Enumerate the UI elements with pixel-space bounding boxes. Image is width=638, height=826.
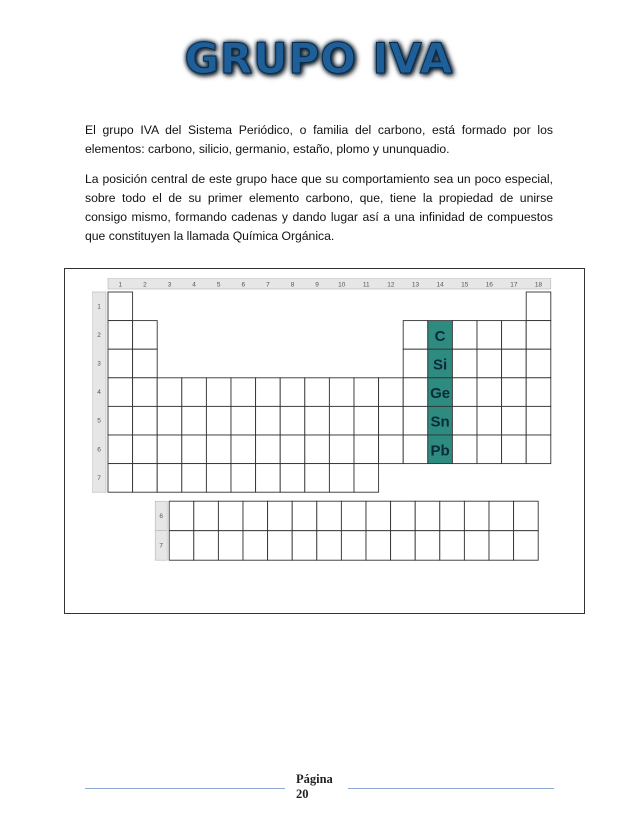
f-block-cell xyxy=(268,531,293,561)
f-block-cell xyxy=(366,501,391,531)
element-cell xyxy=(403,378,428,407)
element-cell xyxy=(379,406,404,435)
group-number-label: 4 xyxy=(192,281,196,289)
f-block-cell xyxy=(415,531,440,561)
element-cell xyxy=(305,378,330,407)
element-cell xyxy=(280,464,305,493)
element-cell xyxy=(329,406,354,435)
element-cell xyxy=(133,435,158,464)
element-cell xyxy=(133,378,158,407)
group-number-label: 13 xyxy=(411,281,420,289)
element-cell xyxy=(452,378,477,407)
group-number-label: 18 xyxy=(534,281,543,289)
element-cell xyxy=(157,435,182,464)
element-cell xyxy=(157,406,182,435)
periodic-table xyxy=(92,278,562,573)
element-cell xyxy=(133,464,158,493)
element-cell xyxy=(354,435,379,464)
period-number-label: 2 xyxy=(97,331,101,339)
element-cell xyxy=(502,435,527,464)
element-cell xyxy=(133,406,158,435)
element-cell xyxy=(157,464,182,493)
element-cell xyxy=(280,435,305,464)
page-label: Página xyxy=(296,772,333,786)
element-cell xyxy=(182,378,207,407)
element-cell xyxy=(477,321,502,350)
f-block-cell xyxy=(317,501,342,531)
group-number-label: 10 xyxy=(338,281,346,289)
period-number-label: 5 xyxy=(97,417,101,425)
series-number-label: 6 xyxy=(159,512,164,520)
element-cell xyxy=(256,378,281,407)
element-cell xyxy=(157,378,182,407)
element-cell xyxy=(329,464,354,493)
element-cell xyxy=(108,349,133,378)
group-number-label: 6 xyxy=(241,281,246,289)
f-block-cell xyxy=(218,531,243,561)
f-block-cell xyxy=(317,531,342,561)
element-cell xyxy=(108,378,133,407)
f-block-cell xyxy=(489,531,514,561)
element-cell xyxy=(502,321,527,350)
group-number-label: 7 xyxy=(266,281,270,289)
element-cell xyxy=(403,321,428,350)
element-cell xyxy=(526,406,551,435)
element-cell xyxy=(108,292,133,321)
element-cell xyxy=(526,349,551,378)
f-block-cell xyxy=(489,501,514,531)
element-symbol: Si xyxy=(433,356,448,374)
period-number-label: 6 xyxy=(97,446,101,454)
element-cell xyxy=(502,349,527,378)
element-cell xyxy=(329,378,354,407)
element-symbol: Pb xyxy=(430,442,450,460)
element-cell xyxy=(108,464,133,493)
element-cell xyxy=(256,464,281,493)
f-block-cell xyxy=(366,531,391,561)
element-cell xyxy=(182,464,207,493)
element-cell xyxy=(403,406,428,435)
element-cell xyxy=(403,435,428,464)
element-cell xyxy=(305,464,330,493)
f-block-cell xyxy=(169,501,194,531)
element-cell xyxy=(280,378,305,407)
f-block-cell xyxy=(194,501,219,531)
element-cell xyxy=(452,406,477,435)
element-cell xyxy=(477,406,502,435)
f-block-cell xyxy=(268,501,293,531)
f-block-cell xyxy=(341,501,366,531)
element-cell xyxy=(231,464,256,493)
f-block-cell xyxy=(514,501,539,531)
f-block-cell xyxy=(440,501,465,531)
description-paragraph: La posición central de este grupo hace que su comportamiento sea un poco especial, sobre todo el de su primer elemento carbono, que, tiene la propiedad de unirse consigo mismo, formando cadenas y dando lugar así a una infinidad de compuestos que constituyen la llamada Química Orgánica. xyxy=(85,172,553,243)
element-cell xyxy=(133,349,158,378)
group-number-label: 3 xyxy=(167,281,172,289)
element-cell xyxy=(305,406,330,435)
element-cell xyxy=(108,435,133,464)
element-cell xyxy=(477,349,502,378)
element-cell xyxy=(526,435,551,464)
group-number-label: 14 xyxy=(436,281,444,289)
f-block-cell xyxy=(514,531,539,561)
f-block-cell xyxy=(292,501,317,531)
group-number-label: 9 xyxy=(315,281,319,289)
element-cell xyxy=(379,435,404,464)
group-number-label: 16 xyxy=(485,281,493,289)
element-cell xyxy=(526,292,551,321)
element-cell xyxy=(452,435,477,464)
element-cell xyxy=(477,435,502,464)
f-block-cell xyxy=(341,531,366,561)
element-cell xyxy=(256,406,281,435)
f-block-cell xyxy=(415,501,440,531)
element-cell xyxy=(526,378,551,407)
group-number-label: 17 xyxy=(510,281,518,289)
element-cell xyxy=(206,464,231,493)
page-footer xyxy=(296,772,333,802)
element-cell xyxy=(379,378,404,407)
group-number-label: 12 xyxy=(387,281,395,289)
element-cell xyxy=(403,349,428,378)
group-number-label: 8 xyxy=(290,281,295,289)
f-block-cell xyxy=(464,531,489,561)
element-symbol: Ge xyxy=(430,385,451,403)
element-cell xyxy=(108,406,133,435)
f-block-cell xyxy=(464,501,489,531)
element-cell xyxy=(182,406,207,435)
element-cell xyxy=(256,435,281,464)
group-number-label: 1 xyxy=(118,281,123,289)
element-cell xyxy=(231,435,256,464)
element-cell xyxy=(206,378,231,407)
element-cell xyxy=(452,321,477,350)
page-number: 20 xyxy=(296,787,309,801)
group-number-label: 2 xyxy=(143,281,147,289)
element-cell xyxy=(305,435,330,464)
group-header-strip xyxy=(108,278,551,289)
f-block-cell xyxy=(194,531,219,561)
element-cell xyxy=(231,378,256,407)
element-cell xyxy=(108,321,133,350)
element-cell xyxy=(502,406,527,435)
period-number-label: 7 xyxy=(97,474,101,482)
period-number-label: 3 xyxy=(97,360,101,368)
element-symbol: C xyxy=(434,327,446,345)
element-cell xyxy=(206,435,231,464)
f-block-cell xyxy=(243,531,268,561)
element-cell xyxy=(133,321,158,350)
element-cell xyxy=(182,435,207,464)
element-cell xyxy=(329,435,354,464)
f-block-cell xyxy=(218,501,243,531)
f-block-cell xyxy=(391,501,416,531)
f-block-cell xyxy=(169,531,194,561)
f-block-cell xyxy=(243,501,268,531)
group-number-label: 15 xyxy=(461,281,469,289)
element-cell xyxy=(502,378,527,407)
element-cell xyxy=(477,378,502,407)
element-cell xyxy=(280,406,305,435)
footer-rule-left xyxy=(85,788,285,789)
period-number-label: 1 xyxy=(97,303,101,311)
series-number-label: 7 xyxy=(159,542,164,550)
element-symbol: Sn xyxy=(430,413,450,431)
f-block-cell xyxy=(440,531,465,561)
element-cell xyxy=(354,378,379,407)
f-block-cell xyxy=(391,531,416,561)
group-number-label: 5 xyxy=(216,281,221,289)
element-cell xyxy=(526,321,551,350)
period-number-label: 4 xyxy=(97,389,101,397)
f-block-cell xyxy=(292,531,317,561)
group-number-label: 11 xyxy=(362,281,370,289)
element-cell xyxy=(354,464,379,493)
footer-rule-right xyxy=(348,788,554,789)
element-cell xyxy=(354,406,379,435)
intro-paragraph: El grupo IVA del Sistema Periódico, o familia del carbono, está formado por los elementos: carbono, silicio, germanio, estaño, plomo y ununquadio. xyxy=(85,123,553,156)
element-cell xyxy=(452,349,477,378)
page-title: GRUPO IVA xyxy=(184,34,454,83)
element-cell xyxy=(231,406,256,435)
element-cell xyxy=(206,406,231,435)
